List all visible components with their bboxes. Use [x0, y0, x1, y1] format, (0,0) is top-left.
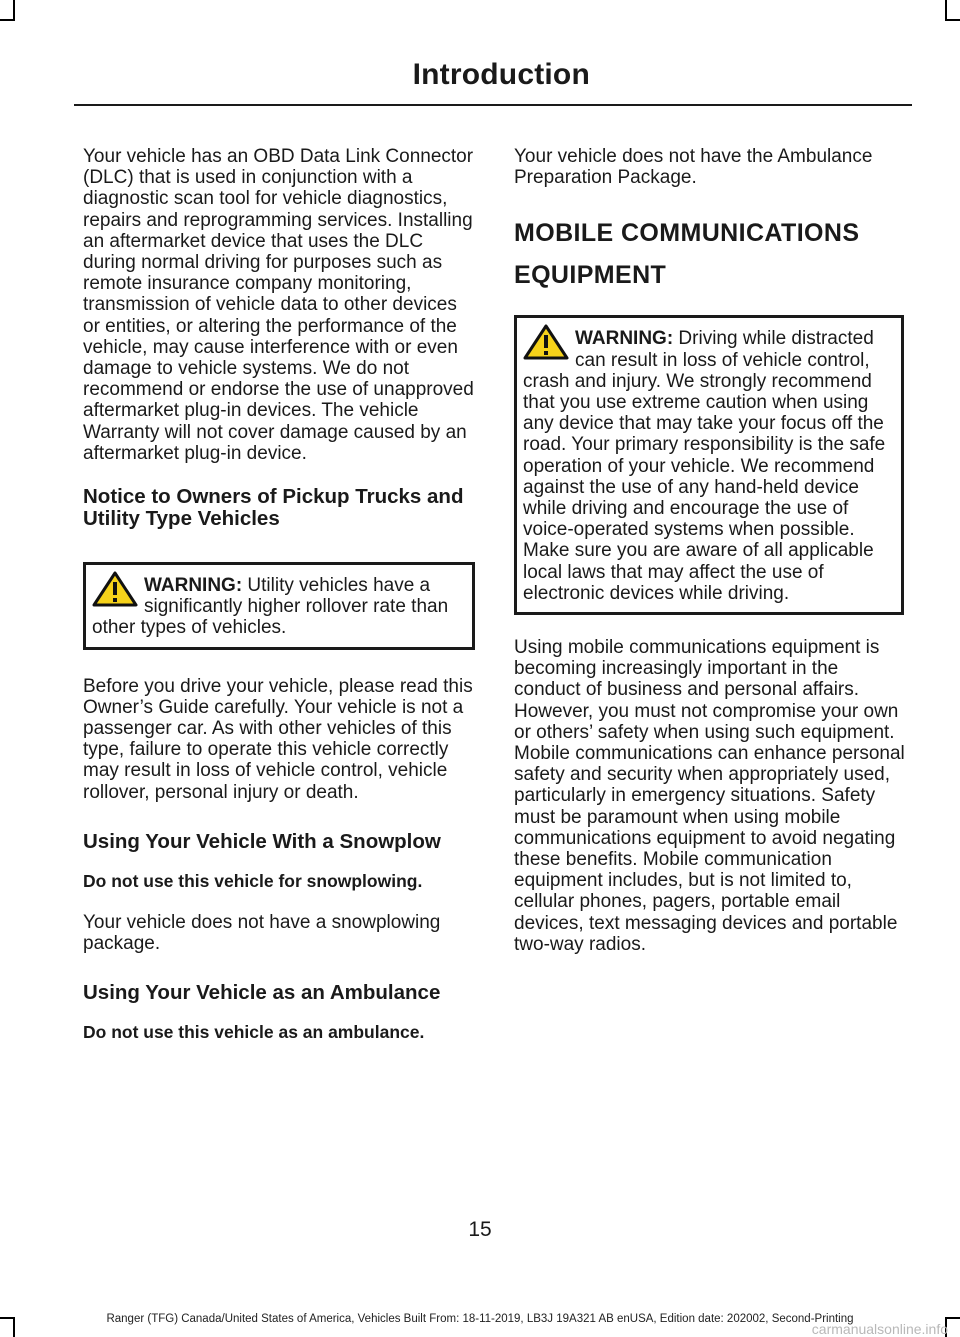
warning-triangle-icon: [523, 324, 569, 360]
snowplow-subheading: Do not use this vehicle for snowplowing.: [83, 870, 423, 891]
crop-mark-top-left-horizontal: [0, 19, 15, 21]
edition-footer: Ranger (TFG) Canada/United States of America, Vehicles Built From: 18-11-2019, LB3J 19A321 AB enUSA, Edition date: 202002, Second-Printing: [106, 1313, 854, 1325]
left-column: [83, 146, 475, 1063]
mobile-communications-heading-line-2: EQUIPMENT: [514, 261, 667, 290]
site-watermark: carmanualsonline.info: [811, 1321, 948, 1337]
crop-mark-top-right-horizontal: [945, 19, 960, 21]
page-number: 15: [468, 1218, 492, 1241]
warning-label: WARNING:: [144, 575, 243, 597]
mobile-communications-heading-line-1: MOBILE COMMUNICATIONS: [514, 219, 860, 248]
warning-triangle-icon: [92, 571, 138, 607]
snowplow-heading: Using Your Vehicle With a Snowplow: [83, 829, 441, 853]
obd-paragraph: Your vehicle has an OBD Data Link Connector (DLC) that is used in conjunction with a diagnostic scan tool for vehicle diagnostics, repairs and reprogramming services. Installing an aftermarket device that uses the DLC during normal driving for purposes such as remote insurance company monitoring, transmission of vehicle data to other devices or entities, or altering the performance of the vehicle, may cause interference with or even damage to vehicle systems. We do not recommend or endorse the use of unapproved aftermarket plug-in devices. The vehicle Warranty will not cover damage caused by an aftermarket plug-in device.: [83, 146, 474, 464]
rollover-warning-box: [83, 562, 475, 650]
crop-mark-top-right-vertical: [945, 0, 947, 20]
notice-heading: Notice to Owners of Pickup Trucks and Utility Type Vehicles: [83, 485, 464, 531]
warning-text: Driving while distracted can result in loss of vehicle control, crash and injury. We strongly recommend that you use extreme caution when using any device that may take your focus off the road. Your primary responsibility is the safe operation of your vehicle. We recommend against the use of any hand-held device while driving and encourage the use of voice-operated systems when possible. Make sure you are aware of all applicable local laws that may affect the use of electronic devices while driving.: [523, 328, 886, 604]
section-title: Introduction: [412, 58, 590, 91]
ambulance-package-paragraph: Your vehicle does not have the Ambulance Preparation Package.: [514, 146, 873, 189]
mobile-equipment-paragraph: Using mobile communications equipment is becoming increasingly important in the conduct of business and personal affairs. However, you must not compromise your own or others’ safety when using such equipment. Mobile communications can enhance personal safety and security when appropriately used, particularly in emergency situations. Safety must be paramount when using mobile communications equipment to avoid negating these benefits. Mobile communication equipment includes, but is not limited to, cellular phones, pagers, portable email devices, text messaging devices and portable two-way radios.: [514, 637, 905, 955]
ambulance-subheading: Do not use this vehicle as an ambulance.: [83, 1022, 425, 1043]
crop-mark-top-left-vertical: [13, 0, 15, 20]
warning-label: WARNING:: [575, 328, 674, 350]
right-column: [514, 146, 908, 955]
distracted-driving-warning-box: [514, 315, 904, 615]
snowplow-paragraph: Your vehicle does not have a snowplowing package.: [83, 911, 441, 955]
warning-text: Utility vehicles have a significantly higher rollover rate than other types of vehicles.: [92, 575, 449, 639]
before-you-drive-paragraph: Before you drive your vehicle, please read this Owner’s Guide carefully. Your vehicle is not a passenger car. As with other vehicles of this type, failure to operate this vehicle correctly may result in loss of vehicle control, vehicle rollover, personal injury or death.: [83, 675, 473, 803]
ambulance-heading: Using Your Vehicle as an Ambulance: [83, 981, 441, 1005]
header-divider: [74, 104, 912, 106]
